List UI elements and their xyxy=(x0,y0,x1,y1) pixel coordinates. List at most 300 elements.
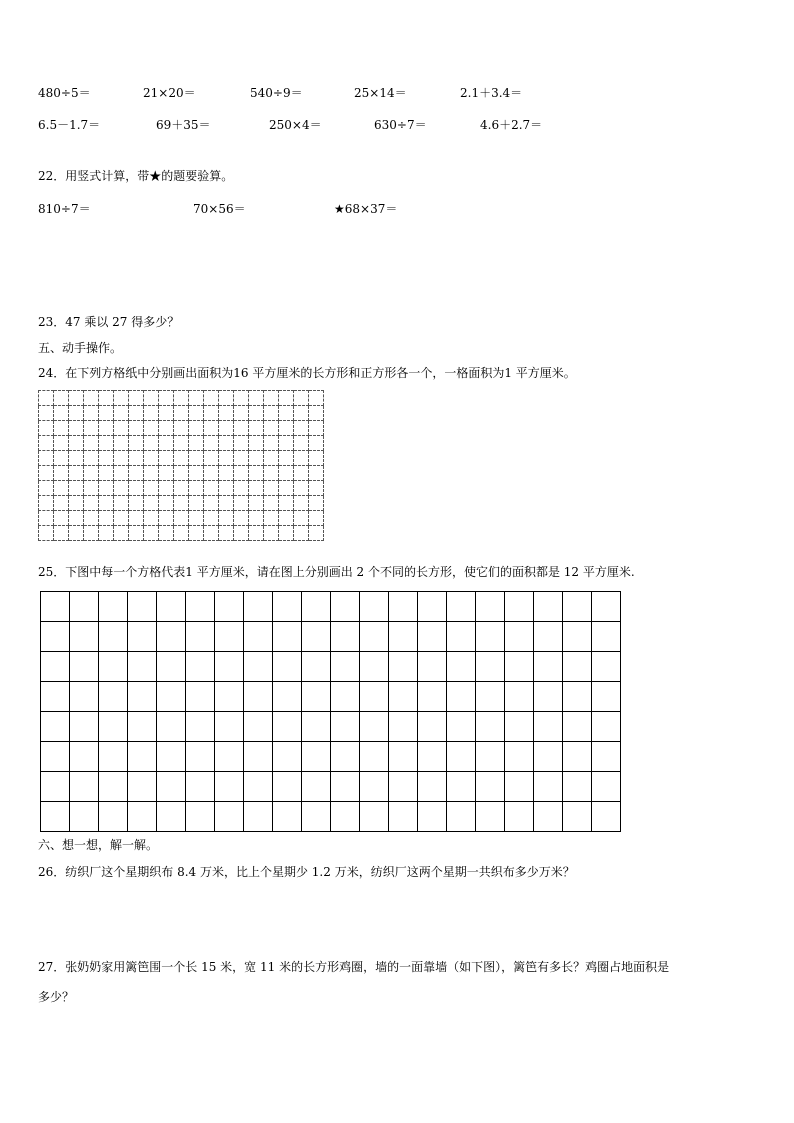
grid-cell[interactable] xyxy=(215,622,244,652)
grid-cell[interactable] xyxy=(234,496,249,511)
grid-cell[interactable] xyxy=(234,421,249,436)
grid-cell[interactable] xyxy=(389,622,418,652)
grid-cell[interactable] xyxy=(70,712,99,742)
grid-cell[interactable] xyxy=(279,391,294,406)
grid-cell[interactable] xyxy=(418,682,447,712)
grid-cell[interactable] xyxy=(279,436,294,451)
grid-cell[interactable] xyxy=(244,592,273,622)
grid-cell[interactable] xyxy=(264,526,279,541)
grid-cell[interactable] xyxy=(309,481,324,496)
grid-cell[interactable] xyxy=(360,652,389,682)
grid-cell[interactable] xyxy=(215,592,244,622)
grid-cell[interactable] xyxy=(174,526,189,541)
grid-cell[interactable] xyxy=(294,406,309,421)
grid-cell[interactable] xyxy=(159,451,174,466)
grid-cell[interactable] xyxy=(157,622,186,652)
grid-cell[interactable] xyxy=(189,436,204,451)
grid-cell[interactable] xyxy=(39,436,54,451)
grid-cell[interactable] xyxy=(129,526,144,541)
grid-cell[interactable] xyxy=(157,712,186,742)
grid-cell[interactable] xyxy=(302,592,331,622)
grid-cell[interactable] xyxy=(189,391,204,406)
grid-cell[interactable] xyxy=(476,742,505,772)
grid-cell[interactable] xyxy=(186,802,215,832)
grid-cell[interactable] xyxy=(294,511,309,526)
grid-cell[interactable] xyxy=(476,772,505,802)
grid-cell[interactable] xyxy=(174,451,189,466)
grid-cell[interactable] xyxy=(39,511,54,526)
grid-cell[interactable] xyxy=(294,466,309,481)
grid-cell[interactable] xyxy=(219,451,234,466)
grid-cell[interactable] xyxy=(563,742,592,772)
grid-cell[interactable] xyxy=(264,391,279,406)
grid-cell[interactable] xyxy=(389,682,418,712)
grid-cell[interactable] xyxy=(219,511,234,526)
grid-cell[interactable] xyxy=(505,592,534,622)
grid-cell[interactable] xyxy=(39,526,54,541)
grid-cell[interactable] xyxy=(273,682,302,712)
grid-cell[interactable] xyxy=(273,622,302,652)
grid-cell[interactable] xyxy=(128,802,157,832)
grid-cell[interactable] xyxy=(99,511,114,526)
grid-cell[interactable] xyxy=(418,592,447,622)
grid-cell[interactable] xyxy=(41,772,70,802)
grid-cell[interactable] xyxy=(234,451,249,466)
grid-cell[interactable] xyxy=(39,406,54,421)
grid-cell[interactable] xyxy=(309,451,324,466)
grid-cell[interactable] xyxy=(189,451,204,466)
grid-cell[interactable] xyxy=(144,406,159,421)
grid-cell[interactable] xyxy=(563,652,592,682)
grid-cell[interactable] xyxy=(563,592,592,622)
grid-cell[interactable] xyxy=(476,592,505,622)
grid-cell[interactable] xyxy=(279,511,294,526)
grid-cell[interactable] xyxy=(244,802,273,832)
grid-cell[interactable] xyxy=(294,391,309,406)
grid-cell[interactable] xyxy=(69,391,84,406)
grid-cell[interactable] xyxy=(157,682,186,712)
grid-cell[interactable] xyxy=(204,466,219,481)
grid-cell[interactable] xyxy=(129,481,144,496)
grid-cell[interactable] xyxy=(129,511,144,526)
grid-cell[interactable] xyxy=(273,592,302,622)
grid-cell[interactable] xyxy=(41,802,70,832)
grid-cell[interactable] xyxy=(219,481,234,496)
grid-cell[interactable] xyxy=(244,712,273,742)
grid-cell[interactable] xyxy=(534,742,563,772)
grid-cell[interactable] xyxy=(174,481,189,496)
grid-cell[interactable] xyxy=(360,592,389,622)
grid-cell[interactable] xyxy=(447,742,476,772)
grid-cell[interactable] xyxy=(204,421,219,436)
grid-cell[interactable] xyxy=(389,712,418,742)
grid-cell[interactable] xyxy=(219,436,234,451)
grid-cell[interactable] xyxy=(69,436,84,451)
grid-cell[interactable] xyxy=(204,391,219,406)
grid-cell[interactable] xyxy=(39,421,54,436)
grid-cell[interactable] xyxy=(418,742,447,772)
grid-cell[interactable] xyxy=(360,802,389,832)
grid-cell[interactable] xyxy=(219,466,234,481)
grid-cell[interactable] xyxy=(592,712,621,742)
grid-cell[interactable] xyxy=(309,526,324,541)
grid-cell[interactable] xyxy=(129,421,144,436)
grid-cell[interactable] xyxy=(476,802,505,832)
grid-cell[interactable] xyxy=(447,622,476,652)
grid-cell[interactable] xyxy=(70,622,99,652)
grid-cell[interactable] xyxy=(69,406,84,421)
grid-cell[interactable] xyxy=(309,436,324,451)
grid-cell[interactable] xyxy=(273,772,302,802)
grid-cell[interactable] xyxy=(159,391,174,406)
grid-cell[interactable] xyxy=(189,511,204,526)
grid-cell[interactable] xyxy=(505,652,534,682)
grid-cell[interactable] xyxy=(84,481,99,496)
grid-cell[interactable] xyxy=(99,592,128,622)
grid-cell[interactable] xyxy=(159,466,174,481)
grid-cell[interactable] xyxy=(129,436,144,451)
grid-cell[interactable] xyxy=(476,682,505,712)
grid-cell[interactable] xyxy=(157,592,186,622)
grid-cell[interactable] xyxy=(54,511,69,526)
grid-cell[interactable] xyxy=(447,652,476,682)
grid-cell[interactable] xyxy=(114,526,129,541)
grid-cell[interactable] xyxy=(174,466,189,481)
grid-cell[interactable] xyxy=(99,682,128,712)
grid-cell[interactable] xyxy=(99,451,114,466)
grid-cell[interactable] xyxy=(128,592,157,622)
grid-cell[interactable] xyxy=(189,421,204,436)
grid-cell[interactable] xyxy=(54,451,69,466)
grid-cell[interactable] xyxy=(159,481,174,496)
grid-cell[interactable] xyxy=(476,712,505,742)
grid-cell[interactable] xyxy=(69,481,84,496)
grid-cell[interactable] xyxy=(331,772,360,802)
grid-cell[interactable] xyxy=(204,436,219,451)
grid-cell[interactable] xyxy=(264,451,279,466)
grid-cell[interactable] xyxy=(144,481,159,496)
grid-cell[interactable] xyxy=(128,682,157,712)
grid-cell[interactable] xyxy=(204,451,219,466)
grid-cell[interactable] xyxy=(99,496,114,511)
grid-cell[interactable] xyxy=(279,466,294,481)
grid-cell[interactable] xyxy=(249,436,264,451)
grid-cell[interactable] xyxy=(84,496,99,511)
grid-cell[interactable] xyxy=(389,742,418,772)
grid-cell[interactable] xyxy=(534,652,563,682)
grid-cell[interactable] xyxy=(39,481,54,496)
grid-cell[interactable] xyxy=(144,391,159,406)
grid-cell[interactable] xyxy=(447,712,476,742)
grid-cell[interactable] xyxy=(264,496,279,511)
grid-cell[interactable] xyxy=(129,406,144,421)
grid-cell[interactable] xyxy=(294,496,309,511)
grid-cell[interactable] xyxy=(186,622,215,652)
grid-cell[interactable] xyxy=(114,451,129,466)
grid-cell[interactable] xyxy=(189,466,204,481)
grid-cell[interactable] xyxy=(84,436,99,451)
grid-cell[interactable] xyxy=(294,526,309,541)
grid-cell[interactable] xyxy=(234,466,249,481)
grid-cell[interactable] xyxy=(186,592,215,622)
grid-cell[interactable] xyxy=(592,772,621,802)
grid-cell[interactable] xyxy=(41,622,70,652)
grid-cell[interactable] xyxy=(129,496,144,511)
grid-cell[interactable] xyxy=(294,436,309,451)
grid-cell[interactable] xyxy=(505,772,534,802)
grid-cell[interactable] xyxy=(69,421,84,436)
grid-cell[interactable] xyxy=(505,682,534,712)
grid-cell[interactable] xyxy=(186,682,215,712)
grid-cell[interactable] xyxy=(418,772,447,802)
grid-cell[interactable] xyxy=(41,742,70,772)
grid-cell[interactable] xyxy=(54,526,69,541)
grid-cell[interactable] xyxy=(114,511,129,526)
grid-cell[interactable] xyxy=(249,526,264,541)
grid-cell[interactable] xyxy=(309,421,324,436)
grid-cell[interactable] xyxy=(128,652,157,682)
grid-cell[interactable] xyxy=(114,421,129,436)
grid-cell[interactable] xyxy=(174,406,189,421)
grid-cell[interactable] xyxy=(294,421,309,436)
grid-cell[interactable] xyxy=(249,406,264,421)
grid-cell[interactable] xyxy=(447,682,476,712)
grid-cell[interactable] xyxy=(249,391,264,406)
grid-cell[interactable] xyxy=(234,511,249,526)
grid-cell[interactable] xyxy=(215,742,244,772)
grid-cell[interactable] xyxy=(99,526,114,541)
grid-cell[interactable] xyxy=(128,712,157,742)
grid-cell[interactable] xyxy=(360,712,389,742)
grid-cell[interactable] xyxy=(159,526,174,541)
grid-cell[interactable] xyxy=(128,622,157,652)
grid-cell[interactable] xyxy=(174,436,189,451)
grid-cell[interactable] xyxy=(144,511,159,526)
grid-cell[interactable] xyxy=(99,772,128,802)
grid-cell[interactable] xyxy=(159,421,174,436)
grid-cell[interactable] xyxy=(186,772,215,802)
grid-cell[interactable] xyxy=(389,592,418,622)
grid-cell[interactable] xyxy=(389,652,418,682)
grid-cell[interactable] xyxy=(159,436,174,451)
grid-cell[interactable] xyxy=(114,466,129,481)
grid-cell[interactable] xyxy=(54,466,69,481)
grid-cell[interactable] xyxy=(174,511,189,526)
grid-cell[interactable] xyxy=(99,481,114,496)
grid-cell[interactable] xyxy=(39,391,54,406)
grid-cell[interactable] xyxy=(534,802,563,832)
grid-cell[interactable] xyxy=(244,622,273,652)
grid-cell[interactable] xyxy=(592,802,621,832)
grid-cell[interactable] xyxy=(302,742,331,772)
grid-cell[interactable] xyxy=(129,391,144,406)
grid-cell[interactable] xyxy=(54,481,69,496)
grid-cell[interactable] xyxy=(249,451,264,466)
grid-cell[interactable] xyxy=(157,652,186,682)
grid-cell[interactable] xyxy=(114,391,129,406)
grid-cell[interactable] xyxy=(204,481,219,496)
grid-cell[interactable] xyxy=(114,406,129,421)
grid-cell[interactable] xyxy=(476,622,505,652)
grid-cell[interactable] xyxy=(189,406,204,421)
grid-cell[interactable] xyxy=(505,802,534,832)
grid-cell[interactable] xyxy=(309,466,324,481)
grid-cell[interactable] xyxy=(331,682,360,712)
grid-cell[interactable] xyxy=(505,742,534,772)
grid-cell[interactable] xyxy=(144,526,159,541)
grid-cell[interactable] xyxy=(186,742,215,772)
grid-cell[interactable] xyxy=(447,592,476,622)
grid-cell[interactable] xyxy=(54,436,69,451)
grid-cell[interactable] xyxy=(159,511,174,526)
grid-cell[interactable] xyxy=(418,712,447,742)
grid-cell[interactable] xyxy=(294,481,309,496)
grid-cell[interactable] xyxy=(84,526,99,541)
grid-cell[interactable] xyxy=(447,772,476,802)
grid-cell[interactable] xyxy=(563,802,592,832)
grid-cell[interactable] xyxy=(476,652,505,682)
dashed-grid-paper[interactable] xyxy=(38,390,324,541)
grid-cell[interactable] xyxy=(244,652,273,682)
grid-cell[interactable] xyxy=(204,496,219,511)
grid-cell[interactable] xyxy=(189,481,204,496)
grid-cell[interactable] xyxy=(264,511,279,526)
grid-cell[interactable] xyxy=(302,772,331,802)
grid-cell[interactable] xyxy=(84,451,99,466)
grid-cell[interactable] xyxy=(592,682,621,712)
grid-cell[interactable] xyxy=(273,742,302,772)
grid-cell[interactable] xyxy=(159,496,174,511)
grid-cell[interactable] xyxy=(157,772,186,802)
grid-cell[interactable] xyxy=(294,451,309,466)
grid-cell[interactable] xyxy=(70,682,99,712)
grid-cell[interactable] xyxy=(234,391,249,406)
grid-cell[interactable] xyxy=(39,496,54,511)
grid-cell[interactable] xyxy=(264,481,279,496)
grid-cell[interactable] xyxy=(99,436,114,451)
grid-cell[interactable] xyxy=(186,712,215,742)
grid-cell[interactable] xyxy=(279,406,294,421)
grid-cell[interactable] xyxy=(592,622,621,652)
grid-cell[interactable] xyxy=(144,496,159,511)
grid-cell[interactable] xyxy=(70,802,99,832)
grid-cell[interactable] xyxy=(563,622,592,652)
grid-cell[interactable] xyxy=(204,406,219,421)
grid-cell[interactable] xyxy=(264,436,279,451)
grid-cell[interactable] xyxy=(144,451,159,466)
grid-cell[interactable] xyxy=(219,496,234,511)
grid-cell[interactable] xyxy=(279,451,294,466)
grid-cell[interactable] xyxy=(41,652,70,682)
grid-cell[interactable] xyxy=(99,421,114,436)
grid-cell[interactable] xyxy=(174,421,189,436)
grid-cell[interactable] xyxy=(264,406,279,421)
grid-cell[interactable] xyxy=(302,712,331,742)
grid-cell[interactable] xyxy=(174,391,189,406)
grid-cell[interactable] xyxy=(39,451,54,466)
grid-cell[interactable] xyxy=(114,496,129,511)
grid-cell[interactable] xyxy=(534,712,563,742)
grid-cell[interactable] xyxy=(534,592,563,622)
grid-cell[interactable] xyxy=(215,682,244,712)
grid-cell[interactable] xyxy=(360,622,389,652)
grid-cell[interactable] xyxy=(592,592,621,622)
grid-cell[interactable] xyxy=(174,496,189,511)
grid-cell[interactable] xyxy=(264,466,279,481)
grid-cell[interactable] xyxy=(244,682,273,712)
grid-cell[interactable] xyxy=(159,406,174,421)
grid-cell[interactable] xyxy=(563,712,592,742)
grid-cell[interactable] xyxy=(219,526,234,541)
grid-cell[interactable] xyxy=(331,712,360,742)
grid-cell[interactable] xyxy=(389,802,418,832)
grid-cell[interactable] xyxy=(234,406,249,421)
grid-cell[interactable] xyxy=(418,622,447,652)
grid-cell[interactable] xyxy=(39,466,54,481)
grid-cell[interactable] xyxy=(204,526,219,541)
grid-cell[interactable] xyxy=(114,436,129,451)
grid-cell[interactable] xyxy=(69,466,84,481)
grid-cell[interactable] xyxy=(418,652,447,682)
grid-cell[interactable] xyxy=(309,391,324,406)
grid-cell[interactable] xyxy=(144,466,159,481)
grid-cell[interactable] xyxy=(302,802,331,832)
grid-cell[interactable] xyxy=(99,406,114,421)
grid-cell[interactable] xyxy=(302,682,331,712)
grid-cell[interactable] xyxy=(447,802,476,832)
grid-cell[interactable] xyxy=(41,682,70,712)
grid-cell[interactable] xyxy=(249,496,264,511)
grid-cell[interactable] xyxy=(249,421,264,436)
grid-cell[interactable] xyxy=(273,802,302,832)
grid-cell[interactable] xyxy=(534,682,563,712)
grid-cell[interactable] xyxy=(219,406,234,421)
grid-cell[interactable] xyxy=(54,421,69,436)
grid-cell[interactable] xyxy=(69,496,84,511)
grid-cell[interactable] xyxy=(186,652,215,682)
grid-cell[interactable] xyxy=(331,652,360,682)
grid-cell[interactable] xyxy=(128,772,157,802)
grid-cell[interactable] xyxy=(128,742,157,772)
grid-cell[interactable] xyxy=(70,592,99,622)
grid-cell[interactable] xyxy=(69,511,84,526)
grid-cell[interactable] xyxy=(69,526,84,541)
grid-cell[interactable] xyxy=(99,466,114,481)
grid-cell[interactable] xyxy=(84,466,99,481)
grid-cell[interactable] xyxy=(99,622,128,652)
grid-cell[interactable] xyxy=(129,466,144,481)
grid-cell[interactable] xyxy=(309,406,324,421)
grid-cell[interactable] xyxy=(84,391,99,406)
grid-cell[interactable] xyxy=(264,421,279,436)
grid-cell[interactable] xyxy=(592,742,621,772)
grid-cell[interactable] xyxy=(70,652,99,682)
grid-cell[interactable] xyxy=(84,406,99,421)
grid-cell[interactable] xyxy=(309,496,324,511)
grid-cell[interactable] xyxy=(273,712,302,742)
grid-cell[interactable] xyxy=(331,592,360,622)
grid-cell[interactable] xyxy=(331,622,360,652)
grid-cell[interactable] xyxy=(99,391,114,406)
grid-cell[interactable] xyxy=(144,436,159,451)
grid-cell[interactable] xyxy=(249,481,264,496)
grid-cell[interactable] xyxy=(234,481,249,496)
grid-cell[interactable] xyxy=(360,742,389,772)
grid-cell[interactable] xyxy=(592,652,621,682)
grid-cell[interactable] xyxy=(505,622,534,652)
grid-cell[interactable] xyxy=(389,772,418,802)
grid-cell[interactable] xyxy=(279,421,294,436)
